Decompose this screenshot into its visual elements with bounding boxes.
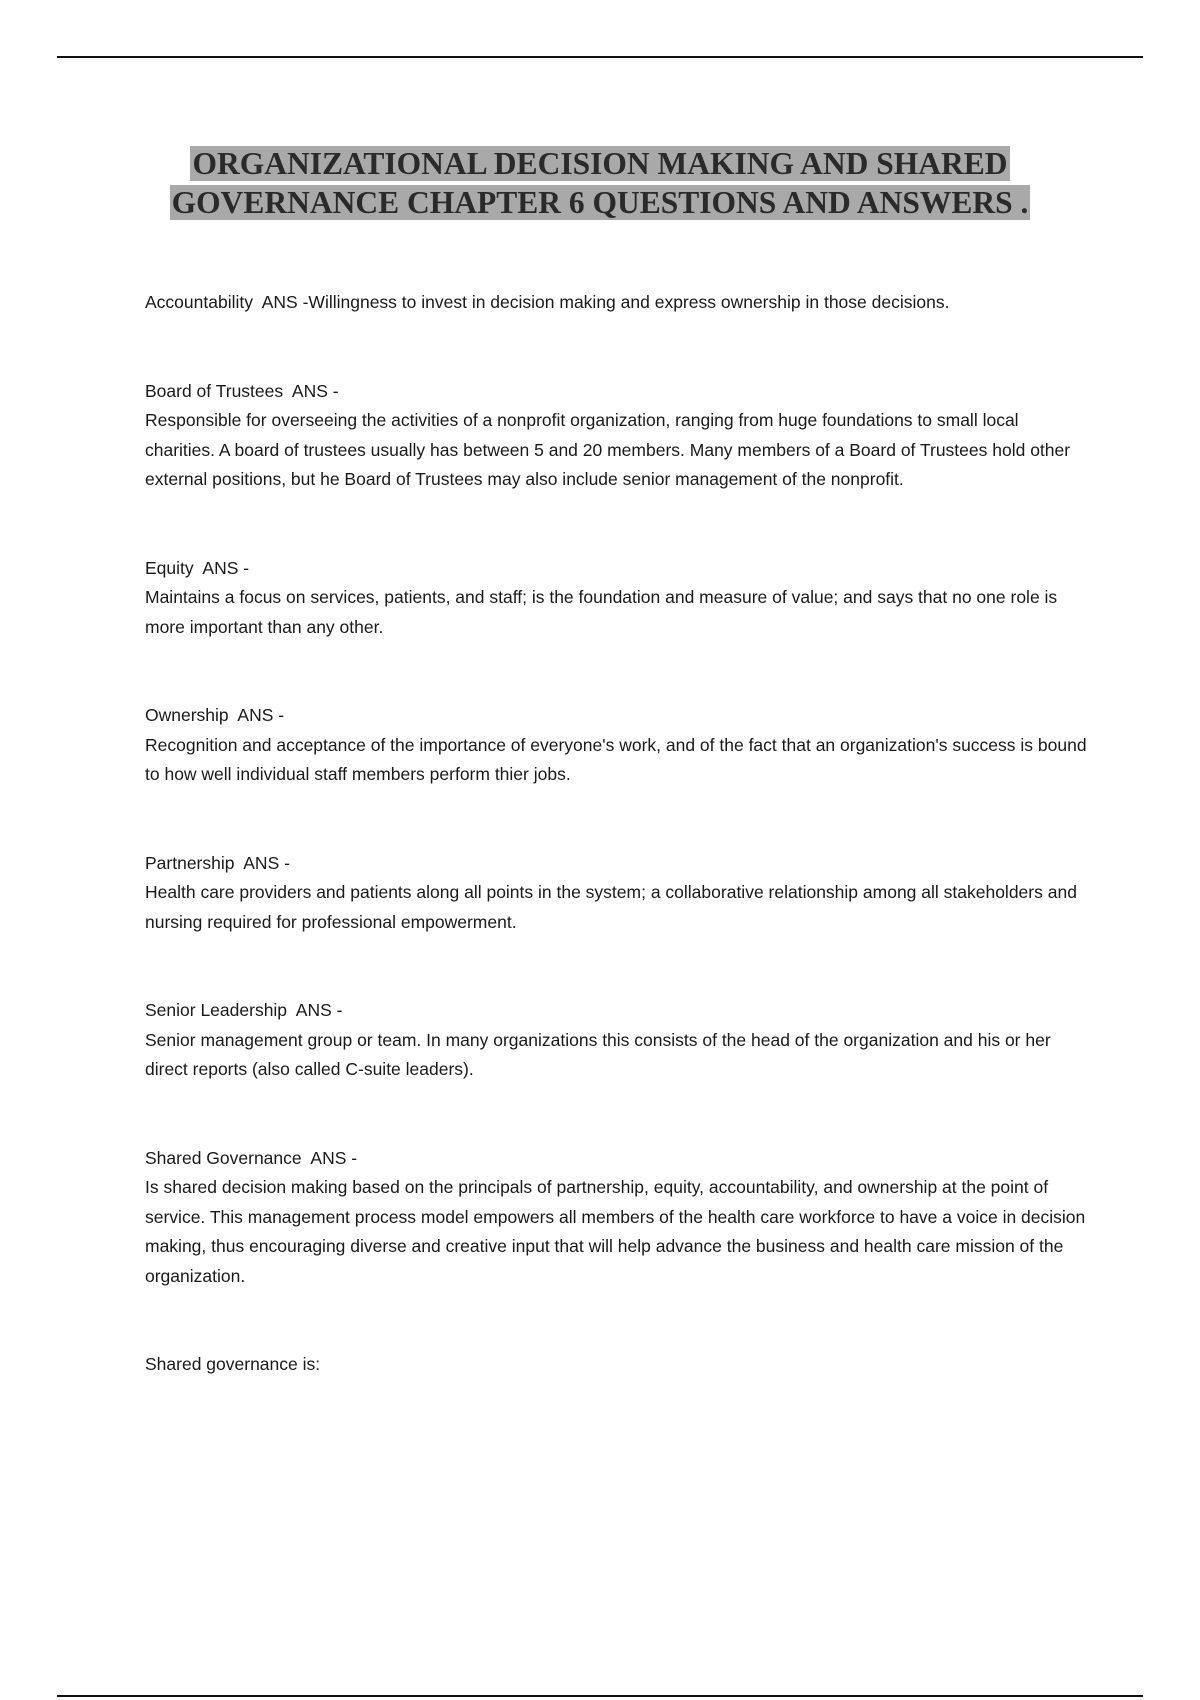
qa-answer: Is shared decision making based on the principals of partnership, equity, accountability, and ownership at the point of service. This management process model empowers all members of the health care workforce to have a voice in decision making, thus encouraging diverse and creative input that will help advance the business and health care mission of the organization. xyxy=(145,1177,1086,1286)
title-line-1: ORGANIZATIONAL DECISION MAKING AND SHARED xyxy=(192,146,1008,181)
document-title xyxy=(0,144,1200,222)
qa-term: Board of Trustees xyxy=(145,380,284,401)
qa-term: Accountability xyxy=(145,292,253,312)
qa-term: Equity xyxy=(145,557,194,578)
qa-term: Ownership xyxy=(145,705,229,725)
qa-answer: Senior management group or team. In many organizations this consists of the head of the organization and his or her direct reports (also called C-suite leaders). xyxy=(145,1029,1051,1079)
bottom-rule xyxy=(57,1695,1143,1697)
ans-label: ANS - xyxy=(228,705,285,725)
qa-entry-board-of-trustees xyxy=(145,377,1090,495)
qa-entry-senior-leadership xyxy=(145,996,1090,1085)
qa-answer: Recognition and acceptance of the importance of everyone's work, and of the fact that an organization's success is bound to how well individual staff members perform thier jobs. xyxy=(145,734,1087,784)
top-rule xyxy=(57,56,1143,58)
qa-term: Shared Governance xyxy=(145,1147,302,1168)
ans-label: ANS - xyxy=(301,1147,358,1168)
title-line-2: GOVERNANCE CHAPTER 6 QUESTIONS AND ANSWERS . xyxy=(171,185,1029,220)
qa-entry-equity xyxy=(145,554,1090,643)
ans-label: ANS - xyxy=(193,557,250,578)
qa-term: Senior Leadership xyxy=(145,1000,288,1020)
ans-label: ANS - xyxy=(234,852,290,873)
qa-answer: Maintains a focus on services, patients, and staff; is the foundation and measure of value; and says that no one role is more important than any other. xyxy=(145,587,1058,637)
qa-entry-partnership xyxy=(145,849,1090,938)
qa-entry-ownership xyxy=(145,701,1090,790)
qa-entry-shared-governance xyxy=(145,1144,1090,1292)
qa-term: Partnership xyxy=(145,852,235,873)
qa-answer: Willingness to invest in decision making and express ownership in those decisions. xyxy=(308,292,950,312)
final-question: Shared governance is: xyxy=(145,1354,321,1374)
qa-list xyxy=(145,288,1090,1380)
ans-label: ANS - xyxy=(283,380,339,401)
qa-answer: Responsible for overseeing the activities of a nonprofit organization, ranging from huge foundations to small local charities. A board of trustees usually has between 5 and 20 members. Many members of a Board of Trustees hold other external positions, but he Board of Trustees may also include senior management of the nonprofit. xyxy=(145,410,1071,489)
qa-entry-accountability xyxy=(145,288,1090,318)
qa-answer: Health care providers and patients along all points in the system; a collaborative relationship among all stakeholders and nursing required for professional empowerment. xyxy=(145,882,1077,932)
ans-label: ANS - xyxy=(287,1000,343,1020)
ans-label: ANS - xyxy=(252,292,309,312)
